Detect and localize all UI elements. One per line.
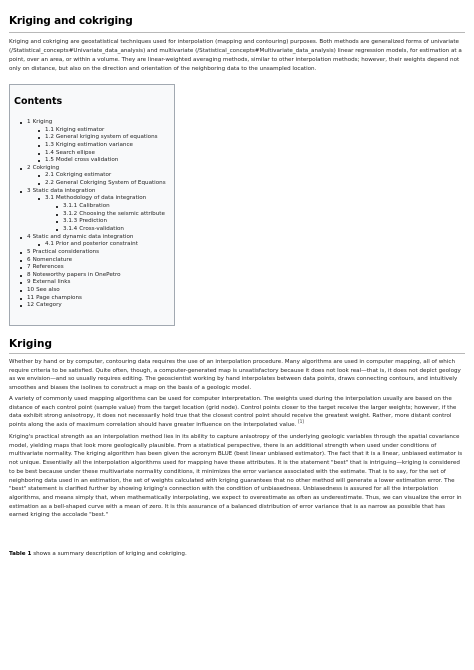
- toc-item-number: 2.1: [45, 172, 54, 179]
- toc-title: Contents: [14, 96, 63, 107]
- toc-item-number: 1.3: [45, 141, 54, 148]
- toc-item-number: 10: [27, 287, 35, 294]
- toc-item[interactable]: [19, 279, 166, 287]
- toc-item[interactable]: [19, 157, 166, 165]
- toc-item-number: 9: [27, 279, 31, 286]
- toc-item-number: 7: [27, 264, 31, 271]
- toc-item-number: 6: [27, 256, 31, 263]
- toc-item[interactable]: [19, 264, 166, 272]
- table-of-contents: [9, 84, 175, 326]
- toc-item-label: General kriging system of equations: [55, 134, 158, 141]
- toc-item[interactable]: [19, 241, 166, 249]
- toc-item-label: Static data integration: [32, 187, 96, 194]
- toc-item-label: Kriging: [32, 119, 53, 125]
- toc-item-number: 12: [27, 302, 35, 309]
- section-divider: [9, 353, 465, 354]
- toc-item-label: Kriging estimator: [55, 126, 105, 133]
- toc-item-number: 3.1.4: [63, 225, 78, 232]
- bullet-icon: [20, 282, 22, 284]
- toc-item-label: Static and dynamic data integration: [32, 233, 134, 240]
- bullet-icon: [20, 260, 22, 262]
- toc-item[interactable]: [19, 295, 166, 303]
- bullet-icon: [56, 221, 58, 223]
- toc-item[interactable]: [19, 127, 166, 135]
- toc-item[interactable]: [19, 257, 166, 265]
- toc-item-label: General Cokriging System of Equations: [55, 180, 166, 187]
- toc-item[interactable]: [19, 302, 166, 310]
- toc-item-number: 1: [27, 119, 31, 125]
- toc-item[interactable]: [19, 287, 166, 295]
- table-1-link[interactable]: Table 1: [9, 551, 32, 557]
- toc-item-label: Calibration: [79, 203, 110, 210]
- kriging-paragraph-3: Kriging's practical strength as an interpolation method lies in its ability to capture anisotropy of the underlying geologic variables through the spatial covariance model, yielding maps that look more geologically plausible. From a statistical perspective, there is an additional strength when used under conditions of multivariate normality. The kriging algorithm has been given the acronym BLUE (best linear unbiased estimator). The fact that it is a linear, unbiased estimator is not unique. Essentially all the interpolation algorithms used for mapping have these attributes. It is the statement "best" that is intriguing—kriging is considered to be best because under these multivariate normality conditions, it minimizes the error variance associated with the estimate. That is to say, for the set of neighboring data used in an estimation, the set of weights calculated with kriging guarantees that no other method will generate a lower estimation error. The "best" statement is clarified further by showing kriging's connection with the condition of unbiasedness. Unbiasedness is assured for all the interpolation algorithms, and means simply that, when mathematically interpolating, we expect to overestimate as often as underestimate. Thus, we can visualize the error in estimation as a bell-shaped curve with a mean of zero. It is this assurance of a balanced distribution of error variance that is as narrow as possible that has earned kriging the accolade "best.": [9, 434, 463, 519]
- bullet-icon: [38, 244, 40, 246]
- toc-item-label: Nomenclature: [32, 256, 73, 263]
- toc-item[interactable]: [19, 119, 166, 127]
- kriging-paragraph-1: Whether by hand or by computer, contouring data requires the use of an interpolation procedure. Many algorithms are used in computer mapping, all of which require criteria to be satisfied. Quite often, though, a computer-generated map is unsatisfactory because it does not look real—that is, it does not depict geology as we envision—and so usually requires editing. The geoscientist working by hand interpolates between data points, draws connecting contours, and intuitively smoothes and biases the isolines to construct a map on the basis of a geologic model.: [9, 359, 461, 392]
- toc-item[interactable]: [19, 150, 166, 158]
- toc-item-label: Kriging estimation variance: [55, 141, 133, 148]
- toc-list: [19, 119, 166, 310]
- toc-item-number: 3: [27, 187, 31, 194]
- kriging-paragraph-2-text: A variety of commonly used mapping algorithms can be used for computer interpretation. The weights used during the interpolation usually are based on the distance of each control point (sample value) from the target location (grid node). Control points closer to the target receive the larger weights; however, if the data exhibit strong anisotropy, it does not necessarily hold true that the closest control point should receive the greatest weight. Rather, more distant control points along the axis of maximum correlation should have greater influence on the interpolated value.: [9, 396, 457, 429]
- toc-item-number: 5: [27, 248, 31, 255]
- toc-item[interactable]: [19, 249, 166, 257]
- bullet-icon: [20, 237, 22, 239]
- toc-item-number: 3.1.3: [63, 218, 78, 225]
- toc-item-number: 3.1.1: [63, 203, 78, 210]
- toc-item-label: Cross-validation: [79, 225, 124, 232]
- bullet-icon: [20, 168, 22, 170]
- bullet-icon: [38, 130, 40, 132]
- bullet-icon: [20, 298, 22, 300]
- bullet-icon: [20, 290, 22, 292]
- bullet-icon: [20, 122, 22, 124]
- section-heading-kriging: Kriging: [9, 338, 53, 350]
- toc-item-label: Search ellipse: [55, 149, 95, 156]
- toc-item-label: Cokriging estimator: [55, 172, 112, 179]
- toc-item[interactable]: [19, 172, 166, 180]
- bullet-icon: [38, 160, 40, 162]
- toc-item-label: Model cross validation: [55, 157, 119, 164]
- toc-item-number: 4: [27, 233, 31, 240]
- toc-item-label: Noteworthy papers in OnePetro: [32, 271, 121, 278]
- toc-item-number: 2.2: [45, 180, 54, 187]
- toc-item[interactable]: [19, 272, 166, 280]
- bullet-icon: [20, 191, 22, 193]
- toc-item-label: External links: [32, 279, 71, 286]
- table-reference-paragraph: [9, 550, 465, 559]
- toc-item[interactable]: [19, 211, 166, 219]
- toc-item-label: Cokriging: [32, 164, 60, 171]
- toc-item-number: 2: [27, 164, 31, 171]
- toc-item-label: References: [32, 264, 64, 271]
- bullet-icon: [38, 183, 40, 185]
- toc-item-number: 1.5: [45, 157, 54, 164]
- toc-item[interactable]: [19, 134, 166, 142]
- toc-item[interactable]: [19, 203, 166, 211]
- toc-item-number: 1.4: [45, 149, 54, 156]
- reference-link[interactable]: [1]: [298, 419, 304, 425]
- toc-item-label: Category: [36, 302, 62, 309]
- kriging-paragraph-2: [9, 395, 465, 430]
- bullet-icon: [56, 229, 58, 231]
- bullet-icon: [56, 206, 58, 208]
- toc-item-label: Prior and posterior constraint: [55, 241, 138, 248]
- toc-item[interactable]: [19, 142, 166, 150]
- bullet-icon: [38, 153, 40, 155]
- bullet-icon: [20, 305, 22, 307]
- page-title: Kriging and cokriging: [9, 15, 133, 27]
- toc-item-number: 1.2: [45, 134, 54, 141]
- toc-item-label: Practical considerations: [32, 248, 100, 255]
- bullet-icon: [38, 198, 40, 200]
- bullet-icon: [56, 214, 58, 216]
- toc-item-number: 1.1: [45, 126, 54, 133]
- toc-item-label: Methodology of data integration: [55, 195, 147, 202]
- intro-paragraph: Kriging and cokriging are geostatistical techniques used for interpolation (mapping and contouring) purposes. Both methods are generalized forms of univariate (/Statistical_concepts#Univariate_data_analysis) and multivariate (/Statistical_concepts#Multivariate_data_analysis) linear regression models, for estimation at a point, over an area, or within a volume. They are linear-weighted averaging methods, similar to other interpolation methods; however, their weights depend not only on distance, but also on the direction and orientation of the neighboring data to the unsampled location.: [9, 39, 462, 73]
- toc-item-label: Page champions: [36, 294, 82, 301]
- toc-item[interactable]: [19, 218, 166, 226]
- bullet-icon: [20, 275, 22, 277]
- toc-item[interactable]: [19, 165, 166, 173]
- bullet-icon: [20, 252, 22, 254]
- title-divider: [9, 32, 465, 33]
- toc-item-number: 3.1: [45, 195, 54, 202]
- toc-item-label: Prediction: [79, 218, 108, 225]
- toc-item-label: See also: [36, 287, 60, 294]
- table-reference-text: shows a summary description of kriging and cokriging.: [31, 551, 187, 557]
- bullet-icon: [38, 145, 40, 147]
- toc-item-label: Choosing the seismic attribute: [79, 210, 165, 217]
- toc-item-number: 11: [27, 294, 35, 301]
- toc-item[interactable]: [19, 226, 166, 234]
- bullet-icon: [38, 137, 40, 139]
- toc-item-number: 4.1: [45, 241, 54, 248]
- toc-item[interactable]: [19, 188, 166, 196]
- toc-item[interactable]: [19, 234, 166, 242]
- toc-item[interactable]: [19, 180, 166, 188]
- bullet-icon: [38, 175, 40, 177]
- toc-item-number: 3.1.2: [63, 210, 78, 217]
- toc-item[interactable]: [19, 195, 166, 203]
- bullet-icon: [20, 267, 22, 269]
- toc-item-number: 8: [27, 271, 31, 278]
